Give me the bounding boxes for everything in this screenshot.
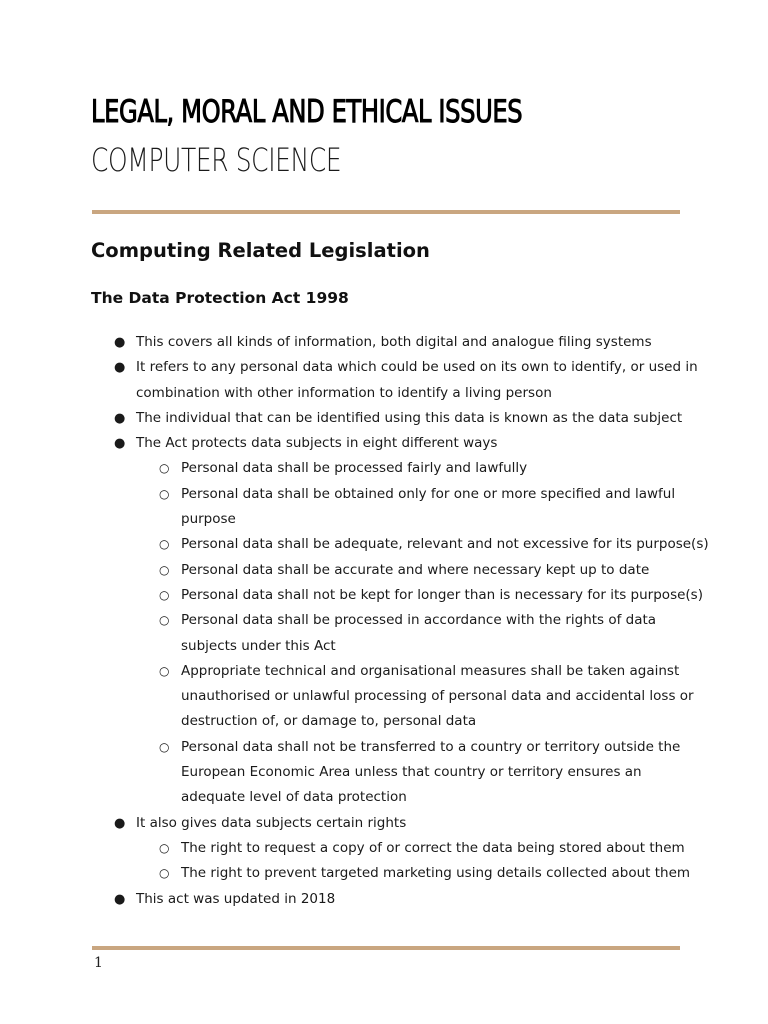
- sub-list-item: [0, 456, 768, 481]
- list-item-text: Personal data shall not be transferred to a country or territory outside the: [181, 738, 681, 755]
- sub-list-item: [0, 659, 768, 735]
- list-item-text: Personal data shall be processed in accordance with the rights of data: [181, 612, 657, 629]
- list-item-text: The Act protects data subjects in eight different ways: [136, 435, 498, 452]
- sub-list-item: [0, 861, 768, 886]
- list-item: [0, 431, 768, 456]
- list-item-text: Personal data shall be accurate and where necessary kept up to date: [181, 561, 650, 578]
- section-heading: Computing Related Legislation: [91, 239, 430, 262]
- list-item: [0, 355, 768, 406]
- document-subtitle: COMPUTER SCIENCE: [91, 141, 342, 179]
- list-item: [0, 406, 768, 431]
- list-item-text: subjects under this Act: [181, 637, 336, 654]
- list-item-text: destruction of, or damage to, personal data: [181, 713, 477, 730]
- bullet-icon: ●: [114, 360, 126, 376]
- hollow-bullet-icon: ○: [159, 663, 170, 678]
- list-item-text: It refers to any personal data which could be used on its own to identify, or used in: [136, 359, 698, 376]
- hollow-bullet-icon: ○: [159, 739, 170, 754]
- sub-list-item: [0, 583, 768, 608]
- bullet-list: [0, 330, 768, 912]
- bullet-icon: ●: [114, 335, 126, 350]
- list-item-text: The right to request a copy of or correct the data being stored about them: [181, 839, 685, 856]
- hollow-bullet-icon: ○: [159, 840, 170, 855]
- bullet-icon: ●: [114, 410, 126, 426]
- list-item-text: It also gives data subjects certain rights: [136, 814, 407, 831]
- hollow-bullet-icon: ○: [159, 562, 170, 577]
- list-item-text: This covers all kinds of information, both digital and analogue filing systems: [136, 334, 652, 350]
- list-item-text: Appropriate technical and organisational measures shall be taken against: [181, 662, 680, 679]
- hollow-bullet-icon: ○: [159, 486, 170, 501]
- sub-heading: The Data Protection Act 1998: [91, 289, 349, 307]
- list-item: [0, 887, 768, 912]
- list-item-text: adequate level of data protection: [181, 789, 407, 806]
- hollow-bullet-icon: ○: [159, 866, 170, 881]
- footer-divider: [92, 946, 680, 950]
- hollow-bullet-icon: ○: [159, 461, 170, 476]
- list-item-text: Personal data shall be obtained only for one or more specified and lawful: [181, 485, 676, 502]
- sub-list-item: [0, 558, 768, 583]
- sub-list-item: [0, 836, 768, 861]
- document-title: LEGAL, MORAL AND ETHICAL ISSUES: [91, 94, 523, 130]
- hollow-bullet-icon: ○: [159, 613, 170, 628]
- bullet-icon: ●: [114, 815, 126, 831]
- list-item-text: Personal data shall be adequate, relevant and not excessive for its purpose(s): [181, 536, 709, 553]
- page-number: 1: [94, 955, 103, 971]
- sub-list-item: [0, 735, 768, 811]
- sub-list-item: [0, 532, 768, 557]
- list-item-text: combination with other information to identify a living person: [136, 384, 552, 401]
- list-item-text: unauthorised or unlawful processing of personal data and accidental loss or: [181, 688, 694, 705]
- list-item-text: European Economic Area unless that country or territory ensures an: [181, 764, 642, 781]
- list-item-text: Personal data shall not be kept for longer than is necessary for its purpose(s): [181, 586, 703, 603]
- sub-list-item: [0, 482, 768, 533]
- bullet-icon: ●: [114, 891, 126, 907]
- list-item: [0, 811, 768, 836]
- list-item-text: Personal data shall be processed fairly and lawfully: [181, 460, 528, 477]
- sub-list-item: [0, 608, 768, 659]
- list-item-text: The individual that can be identified using this data is known as the data subject: [136, 409, 683, 426]
- list-item-text: This act was updated in 2018: [136, 890, 336, 907]
- list-item-text: purpose: [181, 511, 236, 528]
- header-divider: [92, 210, 680, 214]
- hollow-bullet-icon: ○: [159, 587, 170, 602]
- list-item: [0, 330, 768, 355]
- list-item-text: The right to prevent targeted marketing using details collected about them: [181, 865, 691, 882]
- bullet-icon: ●: [114, 436, 126, 452]
- hollow-bullet-icon: ○: [159, 537, 170, 552]
